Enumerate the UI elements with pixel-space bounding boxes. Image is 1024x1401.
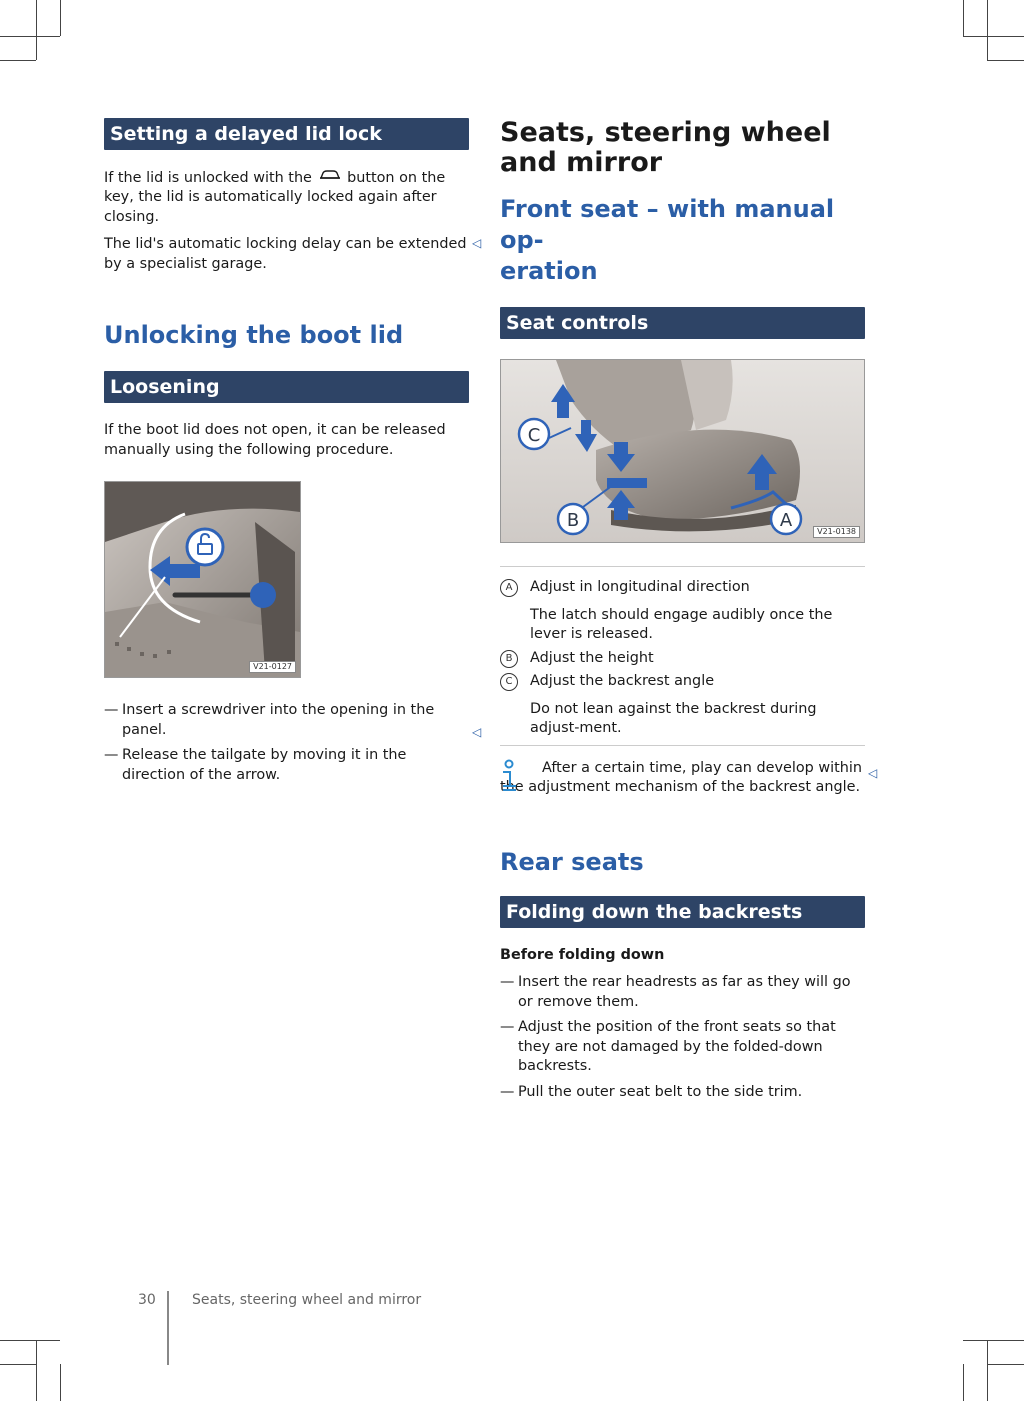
section-title-line: eration [500,257,598,285]
legend-text: Adjust the height [530,649,654,666]
svg-text:C: C [527,425,541,446]
step-text: Release the tailgate by moving it in the direction of the arrow. [122,747,407,783]
loosening-heading: Loosening [104,371,469,403]
boot-lid-figure [104,481,301,678]
dash-bullet: — [104,747,119,764]
delayed-lock-heading: Setting a delayed lid lock [104,118,469,150]
crop-mark [963,1364,964,1401]
divider [500,566,865,567]
footer-divider [167,1291,169,1365]
figure-code: V21-0138 [813,526,860,538]
crop-mark [0,60,36,61]
crop-mark [0,1364,36,1365]
folding-steps [500,973,865,1102]
delayed-lock-paragraph-1 [104,168,469,227]
step-text: Insert the rear headrests as far as they will go or remove them. [518,974,851,1010]
list-item [500,1083,865,1103]
seat-illustration [501,360,864,542]
crop-mark [963,36,1024,37]
running-title: Seats, steering wheel and mirror [192,1292,422,1308]
crop-mark [987,1364,1024,1365]
svg-text:A: A [779,510,793,531]
step-text: Insert a screwdriver into the opening in the panel. [122,702,435,738]
legend-text: Adjust the backrest angle [530,673,715,689]
end-of-section-marker: ◁ [472,725,482,739]
end-of-section-marker: ◁ [868,766,878,780]
loosening-intro: If the boot lid does not open, it can be released manually using the following procedure. [104,422,446,458]
list-item [104,701,469,740]
delayed-lock-paragraph-2: The lid's automatic locking delay can be extended by a specialist garage. [104,236,467,272]
right-column [500,117,878,1102]
legend-item-a [500,578,865,598]
list-item [500,973,865,1012]
crop-mark [963,0,964,36]
dash-bullet: — [104,702,119,719]
legend-key-badge: A [500,579,518,597]
crop-mark [987,1340,988,1401]
step-text: Pull the outer seat belt to the side trim. [518,1083,803,1100]
legend-item-c [500,672,865,692]
before-folding-label: Before folding down [500,946,665,963]
seat-controls-figure [500,359,865,543]
page-number: 30 [138,1292,156,1308]
list-item [104,746,469,785]
unlocking-title: Unlocking the boot lid [104,321,404,350]
loosening-steps [104,701,469,785]
seat-controls-heading: Seat controls [500,307,865,339]
divider [500,745,865,746]
legend-key-badge: B [500,650,518,668]
info-icon [500,759,518,795]
crop-mark [60,0,61,36]
legend-note [500,700,865,739]
crop-mark [987,0,988,60]
crop-mark [963,1340,1024,1341]
dash-bullet: — [500,974,515,990]
crop-mark [987,60,1024,61]
info-note [500,759,865,798]
section-title-line: Front seat – with manual op- [500,195,835,254]
figure-code: V21-0127 [249,661,296,673]
rear-seats-title: Rear seats [500,847,644,876]
crop-mark [0,1340,60,1341]
left-column [104,118,482,785]
list-item [500,1018,865,1077]
car-key-icon [319,168,341,188]
legend-key-badge: C [500,673,518,691]
crop-mark [36,1340,37,1401]
dash-bullet: — [500,1083,515,1100]
chapter-title: Seats, steering wheel and mirror [500,117,831,178]
crop-mark [0,36,60,37]
svg-text:B: B [566,510,580,531]
boot-lid-illustration [105,482,300,677]
legend-note-text: Do not lean against the backrest during adjust-ment. [530,700,817,736]
legend-note-text: The latch should engage audibly once the lever is released. [530,606,833,642]
paragraph-text: If the lid is unlocked with the [104,169,312,186]
end-of-section-marker: ◁ [472,236,482,250]
step-text: Adjust the position of the front seats so that they are not damaged by the folded-down backrests. [518,1019,836,1074]
crop-mark [60,1364,61,1401]
paragraph-text: button on the key, the lid is automatically locked again after closing. [104,169,446,225]
crop-mark [36,0,37,60]
seat-controls-legend [500,578,865,739]
legend-item-b [500,649,865,669]
info-text: After a certain time, play can develop within the adjustment mechanism of the backrest angle. [500,759,863,795]
folding-down-heading: Folding down the backrests [500,896,865,928]
legend-text: Adjust in longitudinal direction [530,579,750,595]
dash-bullet: — [500,1019,515,1035]
legend-note [500,606,865,645]
section-title [500,194,865,287]
